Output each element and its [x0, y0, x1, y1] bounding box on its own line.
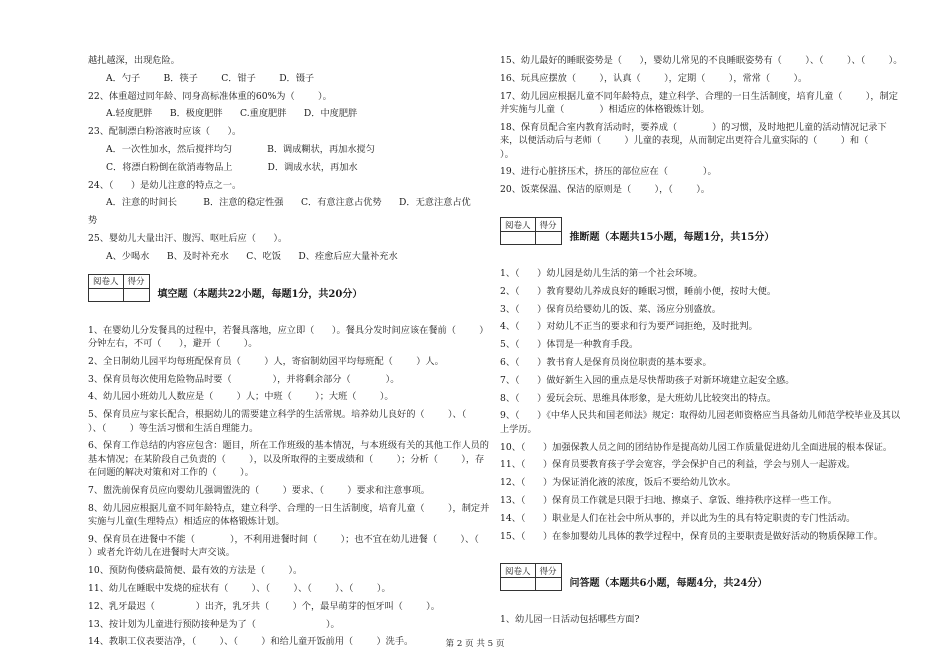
score-cell [123, 288, 149, 301]
question-text: 5、（ ）体罚是一种教育手段。 [500, 339, 639, 351]
score-cell [535, 232, 561, 245]
reviewer-label: 阅卷人 [89, 274, 124, 288]
score-box [500, 563, 562, 591]
question-text: 16、玩具应摆放（ ），认真（ ），定期（ ），常常（ ）。 [500, 72, 808, 84]
judge-questions [500, 267, 904, 543]
score-box [88, 274, 150, 302]
score-label: 得分 [535, 564, 561, 578]
question-text: 7、（ ）做好新生入园的重点是尽快帮助孩子对新环境建立起安全感。 [500, 374, 795, 386]
question-text: 越扎越深，出现危险。 [88, 55, 180, 66]
answer-options: A．注意的时间长 B．注意的稳定性强 C．有意注意占优势 D．无意注意占优 [106, 197, 471, 209]
question-text: 25、婴幼儿大量出汗、腹泻、呕吐后应（ ）。 [88, 232, 288, 244]
question-text: 6、（ ）教书育人是保育员岗位职责的基本要求。 [500, 356, 712, 368]
question-text: 20、饭菜保温、保洁的原则是（ ），（ ）。 [500, 184, 710, 196]
question-text: 15、幼儿最好的睡眠姿势是（ ），婴幼儿常见的不良睡眠姿势有（ ）、（ ）、（ ）。 [500, 55, 903, 66]
question-text: 9、（ ）《中华人民共和国老师法》规定：取得幼儿园老师资格应当具备幼儿师范学校毕业及其以上学历。 [500, 410, 901, 435]
question-text: 15、（ ）在参加婴幼儿具体的教学过程中，保育员的主要职责是做好活动的物质保障工作。 [500, 530, 883, 542]
question-text: 1、在婴幼儿分发餐具的过程中，若餐具落地，应立即（ ）。餐具分发时间应该在餐前（ ）分钟左右，不可（ ），避开（ ）。 [88, 324, 489, 349]
score-box [500, 217, 562, 245]
question-text: 23、配制漂白粉溶液时应该（ ）。 [88, 126, 242, 138]
question-text: 1、幼儿园一日活动包括哪些方面? [500, 614, 640, 626]
question-text: 6、保育工作总结的内容应包含：题目，所在工作班级的基本情况，与本班级有关的其他工作人员的基本情况；在某阶段自己负责的（ ），以及所取得的主要成绩和（ ）；分析（ ），存在问题的解决对策和对工作的（ ）。 [88, 440, 489, 479]
question-text: 5、保育员应与家长配合，根据幼儿的需要建立科学的生活常规。培养幼儿良好的（ ）、（ ）、（ ）等生活习惯和生活自理能力。 [88, 409, 490, 434]
score-cell [535, 578, 561, 591]
question-text: 24、（ ）是幼儿注意的特点之一。 [88, 179, 242, 191]
question-text: 12、（ ）为保证消化液的浓度，饭后不要给幼儿饮水。 [500, 477, 736, 489]
question-text: 14、教职工仪表要洁净，（ ）、（ ）和给儿童开饭前用（ ）洗手。 [88, 636, 414, 648]
question-text: 18、保育员配合室内教育活动时，要养成（ ）的习惯，及时地把儿童的活动情况记录下来，以便活动后与老师（ ）儿童的表现，从而制定出更符合儿童实际的（ ）和（ ）。 [500, 121, 892, 160]
fill-questions-continued [500, 54, 904, 197]
question-text: 10、预防佝偻病最简便、最有效的方法是（ ）。 [88, 565, 303, 577]
section-title: 问答题（本题共6小题，每题4分，共24分） [569, 578, 768, 590]
question-text: 4、幼儿园小班幼儿人数应是（ ）人；中班（ ）；大班（ ）。 [88, 391, 394, 403]
question-text: 1、（ ）幼儿园是幼儿生活的第一个社会环境。 [500, 268, 703, 279]
reviewer-cell [501, 232, 536, 245]
reviewer-label: 阅卷人 [501, 564, 536, 578]
question-text: 10、（ ）加强保教人员之间的团结协作是提高幼儿园工作质量促进幼儿全面进展的根本保证。 [500, 441, 893, 453]
question-text: 13、（ ）保育员工作就是只限于扫地、擦桌子、拿饭、维持秩序这样一些工作。 [500, 494, 837, 506]
question-text: 2、（ ）教育婴幼儿养成良好的睡眠习惯，睡前小便，按时大便。 [500, 285, 777, 297]
question-text: 8、幼儿园应根据儿童不同年龄特点，建立科学、合理的一日生活制度，培育儿童（ ），制定并实施与儿童(生理特点）相适应的体格锻炼计划。 [88, 502, 490, 528]
question-text: 22、体重超过同年龄、同身高标准体重的60%为（ ）。 [88, 90, 332, 102]
judge-section-header [500, 211, 904, 245]
question-text: 11、（ ）保育员要教育孩子学会宽容，学会保护自己的利益，学会与别人一起游戏。 [500, 459, 856, 471]
question-text: 3、保育员每次使用危险物品时要（ ），并将剩余部分（ ）。 [88, 373, 400, 385]
fill-questions [88, 324, 503, 649]
answer-options: A．勺子 B．筷子 C．钳子 D．镊子 [106, 72, 315, 84]
right-column [500, 54, 904, 631]
left-column [88, 54, 503, 653]
question-text: 3、（ ）保育员给婴幼儿的饭、菜、汤应分别盛放。 [500, 303, 721, 315]
qa-questions [500, 613, 904, 626]
question-text: 8、（ ）爱玩会玩、思维具体形象，是大班幼儿比较突出的特点。 [500, 392, 777, 404]
fill-section-header [88, 268, 490, 302]
answer-options: A、少喝水 B、及时补充水 C、吃饭 D、痊愈后应大量补充水 [106, 250, 398, 262]
answer-options-wrap: 势 [88, 215, 98, 227]
qa-section-header [500, 557, 904, 591]
page-number: 第 2 页 共 5 页 [445, 639, 505, 649]
answer-options: A．一次性加水，然后搅拌均匀 B．调成糊状，再加水搅匀 [106, 143, 375, 155]
question-text: 7、盥洗前保育员应向婴幼儿强调盥洗的（ ）要求、（ ）要求和注意事项。 [88, 484, 430, 496]
reviewer-cell [89, 288, 124, 301]
reviewer-label: 阅卷人 [501, 218, 536, 232]
question-text: 9、保育员在进餐中不能（ ），不利用进餐时间（ ）；也不宜在幼儿进餐（ ）、（ ）或者允许幼儿在进餐时大声交谈。 [88, 533, 503, 559]
question-text: 12、乳牙最迟（ ）出齐，乳牙共（ ）个，最早萌芽的恒牙叫（ ）。 [88, 600, 440, 612]
answer-options: C．将漂白粉倒在欲消毒物品上 D．调成水状，再加水 [106, 161, 358, 173]
question-text: 13、按计划为儿童进行预防接种是为了（ ）。 [88, 618, 340, 630]
score-label: 得分 [123, 274, 149, 288]
choice-questions-continued [88, 54, 490, 263]
score-label: 得分 [535, 218, 561, 232]
question-text: 2、全日制幼儿园平均每班配保育员（ ）人，寄宿制幼园平均每班配（ ）人。 [88, 355, 444, 367]
question-text: 4、（ ）对幼儿不正当的要求和行为要严词拒绝，及时批判。 [500, 321, 758, 333]
question-text: 19、进行心脏挤压术，挤压的部位应在（ ）。 [500, 166, 717, 178]
reviewer-cell [501, 578, 536, 591]
question-text: 14、（ ）职业是人们在社会中所从事的，并以此为生的具有特定职责的专门性活动。 [500, 512, 856, 524]
answer-options: A.轻度肥胖 B．极度肥胖 C.重度肥胖 D．中度肥胖 [106, 108, 358, 120]
section-title: 推断题（本题共15小题，每题1分，共15分） [569, 232, 775, 243]
question-text: 17、幼儿园应根据儿童不同年龄特点，建立科学、合理的一日生活制度，培育儿童（ ），制定并实施与儿童（ ）相适应的体格锻炼计划。 [500, 90, 898, 115]
question-text: 11、幼儿在睡眠中发烧的症状有（ ）、（ ）、（ ）、（ ）。 [88, 582, 391, 594]
section-title: 填空题（本题共22小题，每题1分，共20分） [157, 288, 363, 300]
